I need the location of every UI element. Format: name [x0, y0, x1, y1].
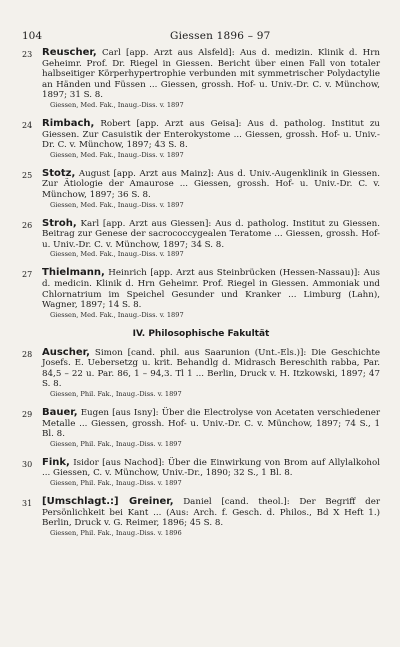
- author-name: Stotz,: [42, 167, 76, 179]
- entry-text: Robert [app. Arzt aus Geisa]: Aus d. patholog. Institut zu Giessen. Zur Casuistik der Enterokystome ... Giessen, grossh. Hof- u. Univ.-Dr. C. v. Münchow, 1897; 43 S. 8.: [42, 118, 381, 151]
- entry-text: Simon [cand. phil. aus Saarunion (Unt.-Els.)]: Die Geschichte Josefs. E. Uebersetzg u. krit. Behandlg d. Midrasch Bereschith rabba, Par. 84,5 – 22 u. Par. 86, 1 – 94,3. Tl 1 ... Berlin, Druck v. H. Itzkowski, 1897; 47 S. 8.: [42, 347, 380, 390]
- author-name: Fink,: [42, 456, 70, 468]
- dissertation-note: Giessen, Med. Fak., Inaug.-Diss. v. 1897: [50, 250, 184, 259]
- entry: [22, 268, 380, 319]
- entry-number: 28: [22, 349, 33, 359]
- entry: [22, 48, 380, 110]
- dissertation-note: Giessen, Med. Fak., Inaug.-Diss. v. 1897: [50, 310, 184, 319]
- entry-body: [42, 458, 380, 479]
- author-name: Reuscher,: [42, 47, 97, 58]
- entry: [22, 169, 380, 210]
- entry: [22, 348, 380, 399]
- dissertation-note: Giessen, Phil. Fak., Inaug.-Diss. v. 1897: [50, 439, 182, 448]
- dissertation-note: Giessen, Phil. Fak., Inaug.-Diss. v. 1897: [50, 479, 182, 488]
- author-name: [Umschlagt.:] Greiner,: [42, 496, 174, 508]
- dissertation-note: Giessen, Med. Fak., Inaug.-Diss. v. 1897: [50, 200, 184, 209]
- entry-number: 23: [22, 50, 33, 59]
- medicine-entries: [22, 48, 380, 320]
- dissertation-note: Giessen, Med. Fak., Inaug.-Diss. v. 1897: [50, 150, 184, 159]
- entry-text: August [app. Arzt aus Mainz]: Aus d. Univ.-Augenklinik in Giessen. Zur Ätiologie der Amaurose ... Giessen, grossh. Hof- u. Univ.-Dr. C. v. Münchow, 1897; 36 S. 8.: [42, 168, 380, 200]
- entry-body: [42, 497, 380, 529]
- entry-text: Heinrich [app. Arzt aus Steinbrücken (Hessen-Nassau)]: Aus d. medicin. Klinik d. Hrn Geheimr. Prof. Riegel in Giessen. Ammoniak und Chlornatrium im Speichel Gesunder und Kranker ... Limburg (Lahn), Wagner, 1897; 14 S. 8.: [42, 268, 380, 311]
- entry-number: 25: [22, 170, 33, 180]
- entry-number: 31: [22, 499, 33, 509]
- entry: [22, 119, 380, 160]
- entry-number: 30: [22, 459, 33, 469]
- section-heading: IV. Philosophische Fakultät: [132, 328, 270, 339]
- entry: [22, 497, 380, 538]
- running-title: Giessen 1896 – 97: [170, 30, 271, 42]
- entry-body: [42, 408, 380, 440]
- page-header: [22, 30, 378, 44]
- entry-number: 24: [22, 120, 33, 130]
- author-name: Bauer,: [42, 407, 78, 419]
- entry-number: 29: [22, 410, 33, 420]
- entry: [22, 408, 380, 449]
- entry-body: [42, 169, 380, 201]
- entry-number: 27: [22, 270, 33, 280]
- entry-body: [42, 119, 380, 151]
- dissertation-note: Giessen, Phil. Fak., Inaug.-Diss. v. 1896: [50, 528, 182, 537]
- entry-body: [42, 48, 380, 101]
- entry-text: Eugen [aus Isny]: Über die Electrolyse von Acetaten verschiedener Metalle ... Giessen, grossh. Hof- u. Univ.-Dr. C. v. Münchow, 1897; 74 S., 1 Bl. 8.: [42, 408, 380, 440]
- author-name: Stroh,: [42, 217, 77, 229]
- entry: [22, 458, 380, 488]
- dissertation-note: Giessen, Med. Fak., Inaug.-Diss. v. 1897: [50, 100, 184, 109]
- entry-text: Carl [app. Arzt aus Alsfeld]: Aus d. medizin. Klinik d. Hrn Geheimr. Prof. Dr. Riegel in Giessen. Bericht über einen Fall von totaler halbseitiger Körperhypertrophie verbunden mit symmetrischer Polydactylie an Händen und Füssen ... Giessen, grossh. Hof- u. Univ.-Dr. C. v. Münchow, 1897; 31 S. 8.: [42, 48, 380, 101]
- entry-text: Daniel [cand. theol.]: Der Begriff der Persönlichkeit bei Kant ... (Aus: Arch. f. Gesch. d. Philos., Bd X Heft 1.) Berlin, Druck v. G. Reimer, 1896; 45 S. 8.: [42, 497, 381, 529]
- dissertation-note: Giessen, Phil. Fak., Inaug.-Diss. v. 1897: [50, 390, 182, 399]
- entry-body: [42, 348, 380, 390]
- entry-text: Karl [app. Arzt aus Giessen]: Aus d. patholog. Institut zu Giessen. Beitrag zur Genese der sacrococcygealen Teratome ... Giessen, grossh. Hof- u. Univ.-Dr. C. v. Münchow, 1897; 34 S. 8.: [42, 218, 380, 250]
- entry-list: [22, 48, 380, 547]
- author-name: Auscher,: [42, 346, 90, 358]
- author-name: Rimbach,: [42, 117, 95, 129]
- page-number: 104: [22, 30, 43, 42]
- entry-body: [42, 219, 380, 251]
- entry-text: Isidor [aus Nachod]: Über die Einwirkung von Brom auf Allylalkohol ... Giessen, C. v. Münchow, Univ.-Dr., 1890; 32 S., 1 Bl. 8.: [42, 457, 380, 479]
- philosophy-entries: [22, 348, 380, 538]
- author-name: Thielmann,: [42, 267, 105, 279]
- entry-body: [42, 268, 380, 310]
- entry: [22, 219, 380, 260]
- entry-number: 26: [22, 220, 33, 230]
